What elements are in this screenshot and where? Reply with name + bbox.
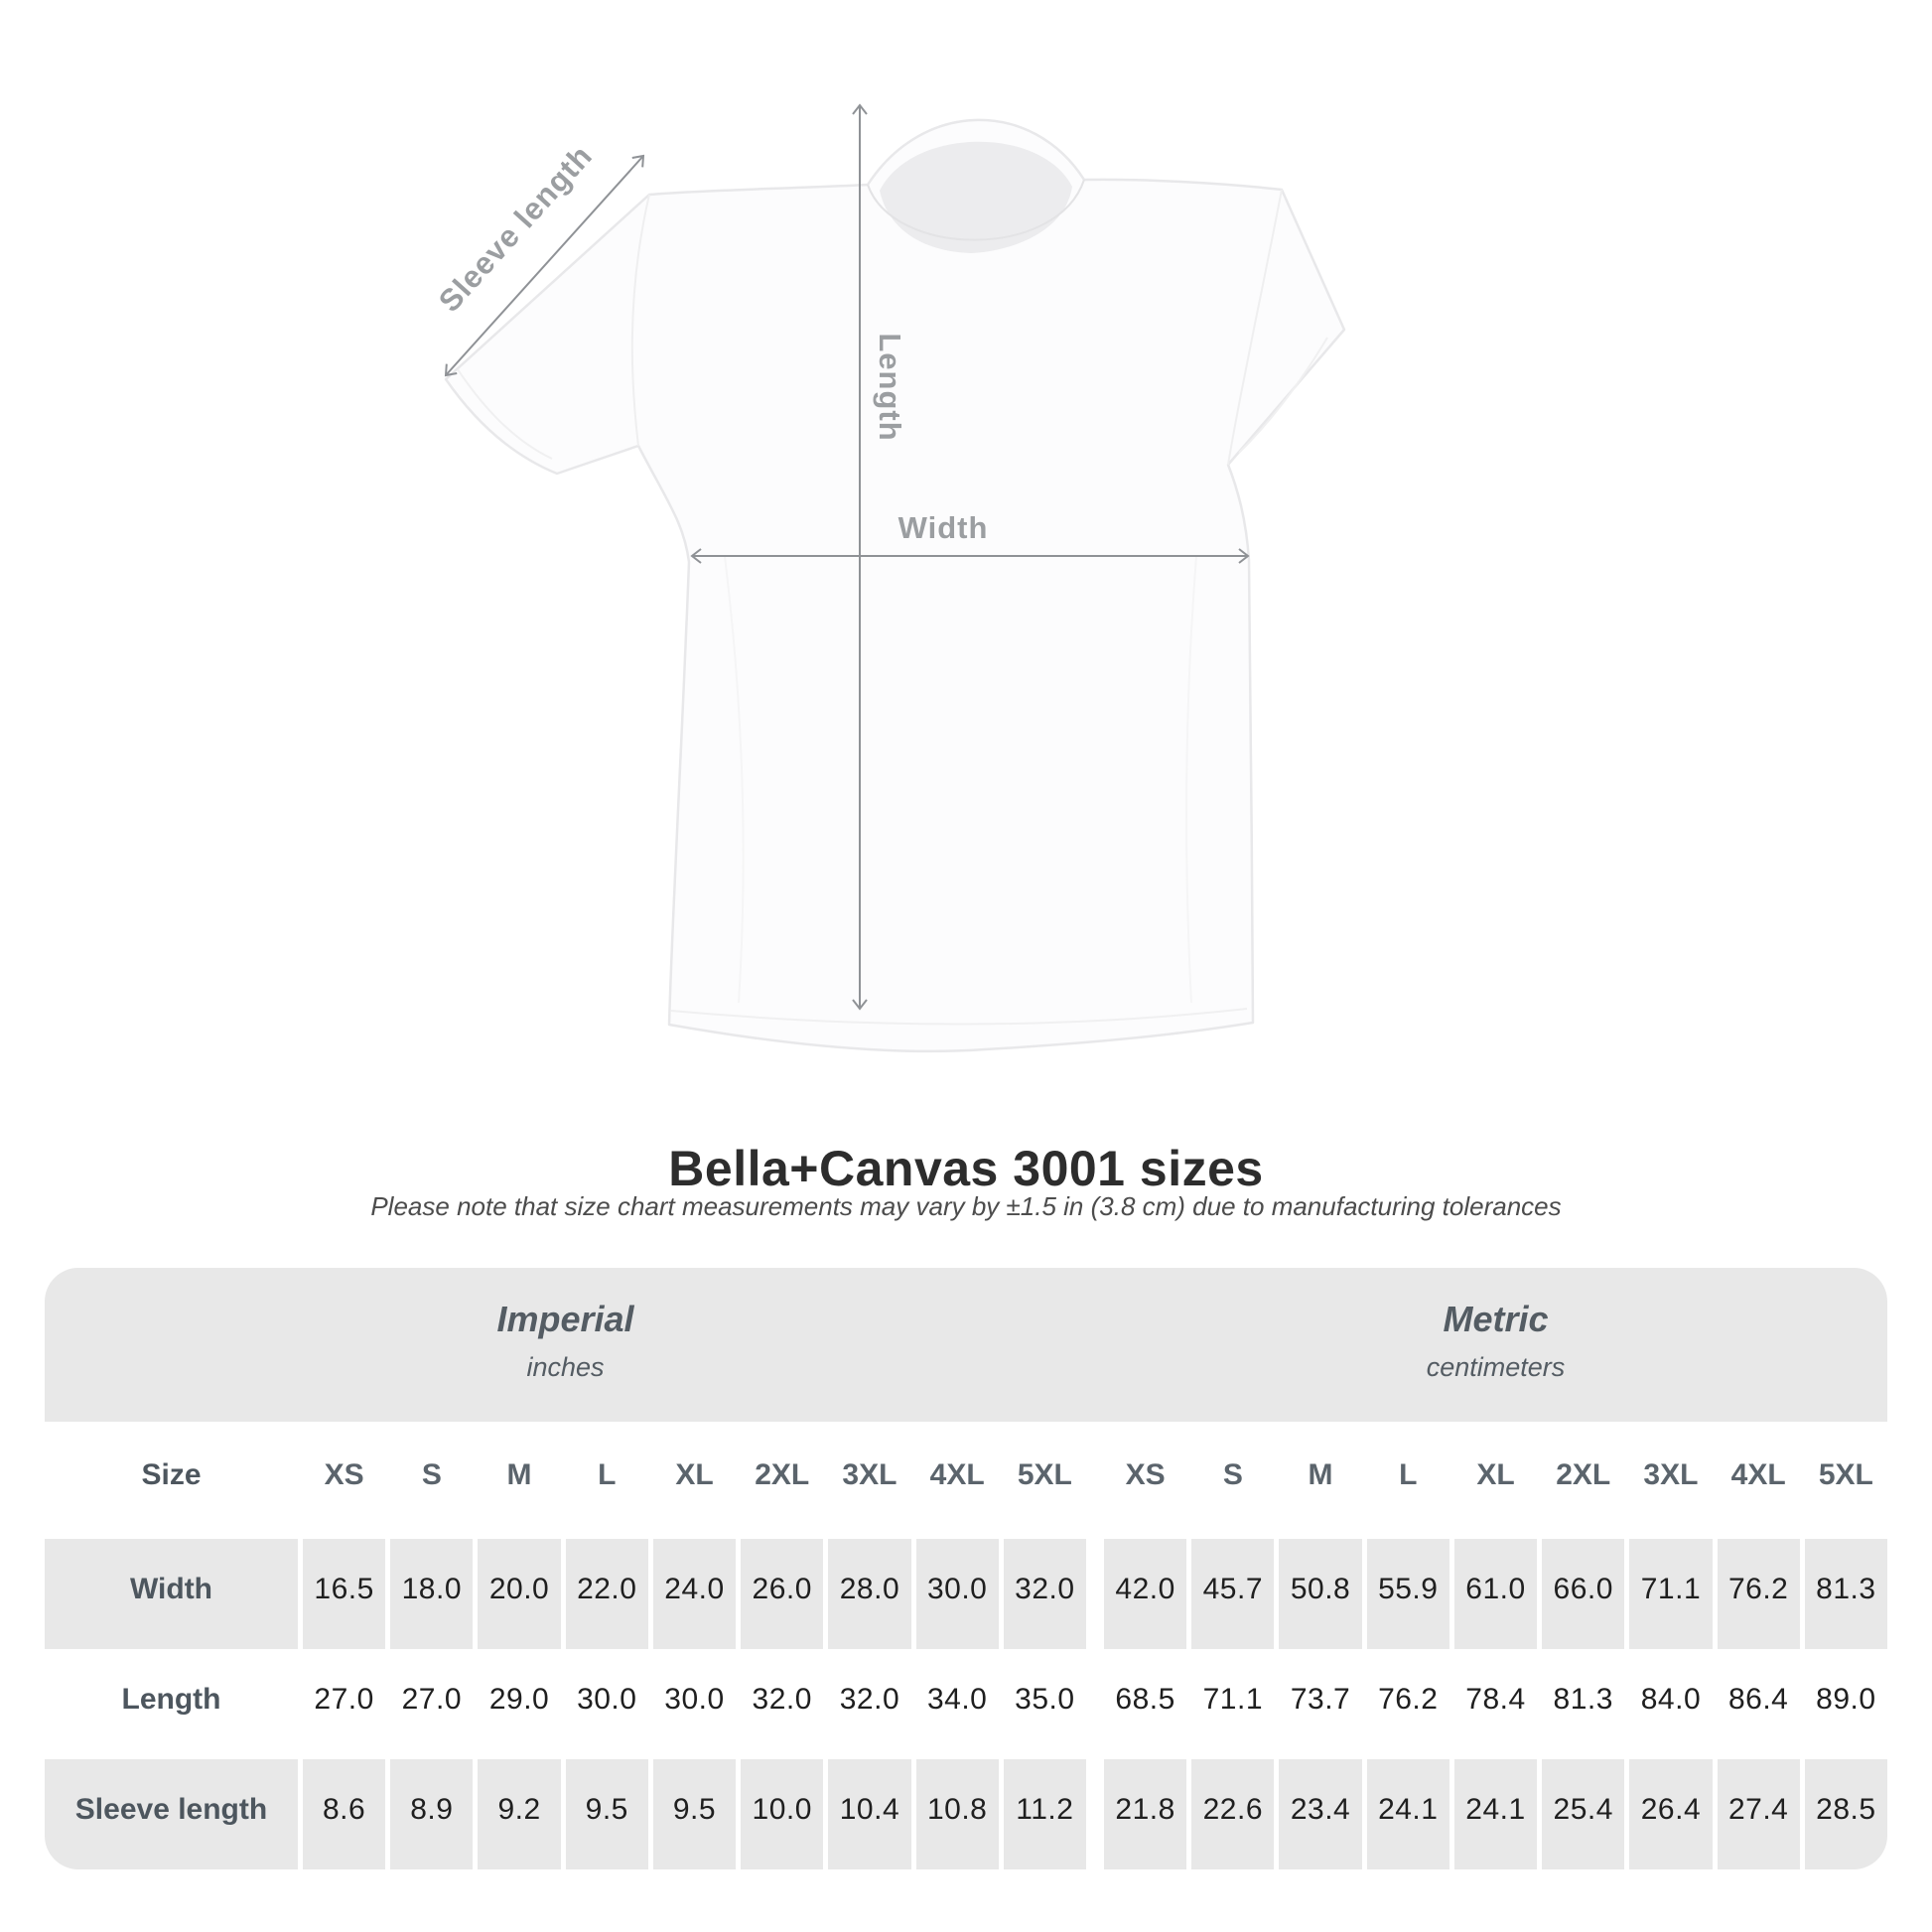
imperial-value-cell: 34.0 [916,1649,999,1759]
metric-value-cell: 71.1 [1191,1649,1274,1759]
size-col-header-imperial: 2XL [741,1422,823,1539]
imperial-value-cell: 30.0 [916,1539,999,1649]
metric-value-cell: 21.8 [1104,1759,1186,1869]
size-col-header-metric: XS [1104,1422,1186,1539]
imperial-value-cell: 8.9 [390,1759,473,1869]
tshirt-illustration [446,120,1344,1051]
tshirt-body [446,120,1344,1051]
measurement-row-label: Length [45,1649,298,1759]
metric-value-cell: 42.0 [1104,1539,1186,1649]
metric-value-cell: 25.4 [1542,1759,1624,1869]
measurement-row-label: Sleeve length [45,1759,298,1869]
imperial-value-cell: 10.4 [828,1759,910,1869]
metric-value-cell: 71.1 [1629,1539,1712,1649]
imperial-value-cell: 10.0 [741,1759,823,1869]
metric-value-cell: 50.8 [1279,1539,1361,1649]
width-label: Width [897,510,989,545]
metric-value-cell: 78.4 [1454,1649,1537,1759]
size-col-header-metric: L [1367,1422,1449,1539]
metric-value-cell: 76.2 [1367,1649,1449,1759]
section-gap [1091,1422,1099,1539]
metric-value-cell: 68.5 [1104,1649,1186,1759]
imperial-value-cell: 30.0 [653,1649,736,1759]
metric-value-cell: 66.0 [1542,1539,1624,1649]
metric-value-cell: 61.0 [1454,1539,1537,1649]
metric-value-cell: 22.6 [1191,1759,1274,1869]
imperial-value-cell: 9.2 [478,1759,560,1869]
metric-value-cell: 28.5 [1805,1759,1887,1869]
size-col-header-imperial: 4XL [916,1422,999,1539]
size-col-header-imperial: M [478,1422,560,1539]
imperial-value-cell: 9.5 [566,1759,648,1869]
metric-value-cell: 23.4 [1279,1759,1361,1869]
size-col-header-metric: 5XL [1805,1422,1887,1539]
imperial-value-cell: 27.0 [303,1649,385,1759]
size-col-header-imperial: 5XL [1004,1422,1086,1539]
metric-value-cell: 24.1 [1454,1759,1537,1869]
metric-value-cell: 86.4 [1718,1649,1800,1759]
metric-value-cell: 81.3 [1542,1649,1624,1759]
imperial-value-cell: 30.0 [566,1649,648,1759]
size-col-header-imperial: 3XL [828,1422,910,1539]
imperial-value-cell: 29.0 [478,1649,560,1759]
metric-section-header [1104,1268,1887,1422]
imperial-value-cell: 22.0 [566,1539,648,1649]
size-col-header-imperial: S [390,1422,473,1539]
imperial-header-unit: inches [526,1352,605,1382]
unit-header-band [45,1268,1887,1422]
imperial-value-cell: 9.5 [653,1759,736,1869]
imperial-header-label: Imperial [496,1299,634,1339]
measurement-row [45,1759,1887,1869]
size-col-header-imperial: XS [303,1422,385,1539]
tolerance-note: Please note that size chart measurements may vary by ±1.5 in (3.8 cm) due to manufacturing tolerances [370,1191,1562,1221]
imperial-value-cell: 18.0 [390,1539,473,1649]
size-col-header-metric: 2XL [1542,1422,1624,1539]
metric-value-cell: 76.2 [1718,1539,1800,1649]
measurement-row [45,1539,1887,1649]
size-col-header-metric: XL [1454,1422,1537,1539]
imperial-value-cell: 8.6 [303,1759,385,1869]
size-table [45,1268,1887,1869]
imperial-section-header [45,1268,1086,1422]
imperial-value-cell: 11.2 [1004,1759,1086,1869]
sleeve-length-label: Sleeve length [431,138,600,319]
size-col-header-metric: M [1279,1422,1361,1539]
metric-header-unit: centimeters [1426,1352,1566,1382]
measurement-row-label: Width [45,1539,298,1649]
metric-value-cell: 24.1 [1367,1759,1449,1869]
metric-value-cell: 26.4 [1629,1759,1712,1869]
metric-value-cell: 73.7 [1279,1649,1361,1759]
metric-value-cell: 27.4 [1718,1759,1800,1869]
imperial-value-cell: 32.0 [828,1649,910,1759]
imperial-value-cell: 16.5 [303,1539,385,1649]
size-header-row [45,1422,1887,1539]
imperial-value-cell: 26.0 [741,1539,823,1649]
section-gap [1091,1759,1099,1869]
imperial-value-cell: 35.0 [1004,1649,1086,1759]
size-table-body [45,1422,1887,1869]
metric-value-cell: 45.7 [1191,1539,1274,1649]
section-gap [1091,1539,1099,1649]
imperial-value-cell: 27.0 [390,1649,473,1759]
measurement-row [45,1649,1887,1759]
size-col-header-metric: 3XL [1629,1422,1712,1539]
imperial-value-cell: 32.0 [1004,1539,1086,1649]
size-row-label: Size [45,1422,298,1539]
metric-value-cell: 81.3 [1805,1539,1887,1649]
length-label: Length [873,333,907,442]
size-col-header-imperial: L [566,1422,648,1539]
size-col-header-imperial: XL [653,1422,736,1539]
imperial-value-cell: 10.8 [916,1759,999,1869]
imperial-value-cell: 20.0 [478,1539,560,1649]
section-gap [1091,1649,1099,1759]
metric-value-cell: 84.0 [1629,1649,1712,1759]
imperial-value-cell: 28.0 [828,1539,910,1649]
imperial-value-cell: 32.0 [741,1649,823,1759]
page-title: Bella+Canvas 3001 sizes [668,1141,1264,1196]
metric-value-cell: 89.0 [1805,1649,1887,1759]
size-col-header-metric: S [1191,1422,1274,1539]
imperial-value-cell: 24.0 [653,1539,736,1649]
metric-value-cell: 55.9 [1367,1539,1449,1649]
metric-header-label: Metric [1443,1299,1549,1339]
size-col-header-metric: 4XL [1718,1422,1800,1539]
